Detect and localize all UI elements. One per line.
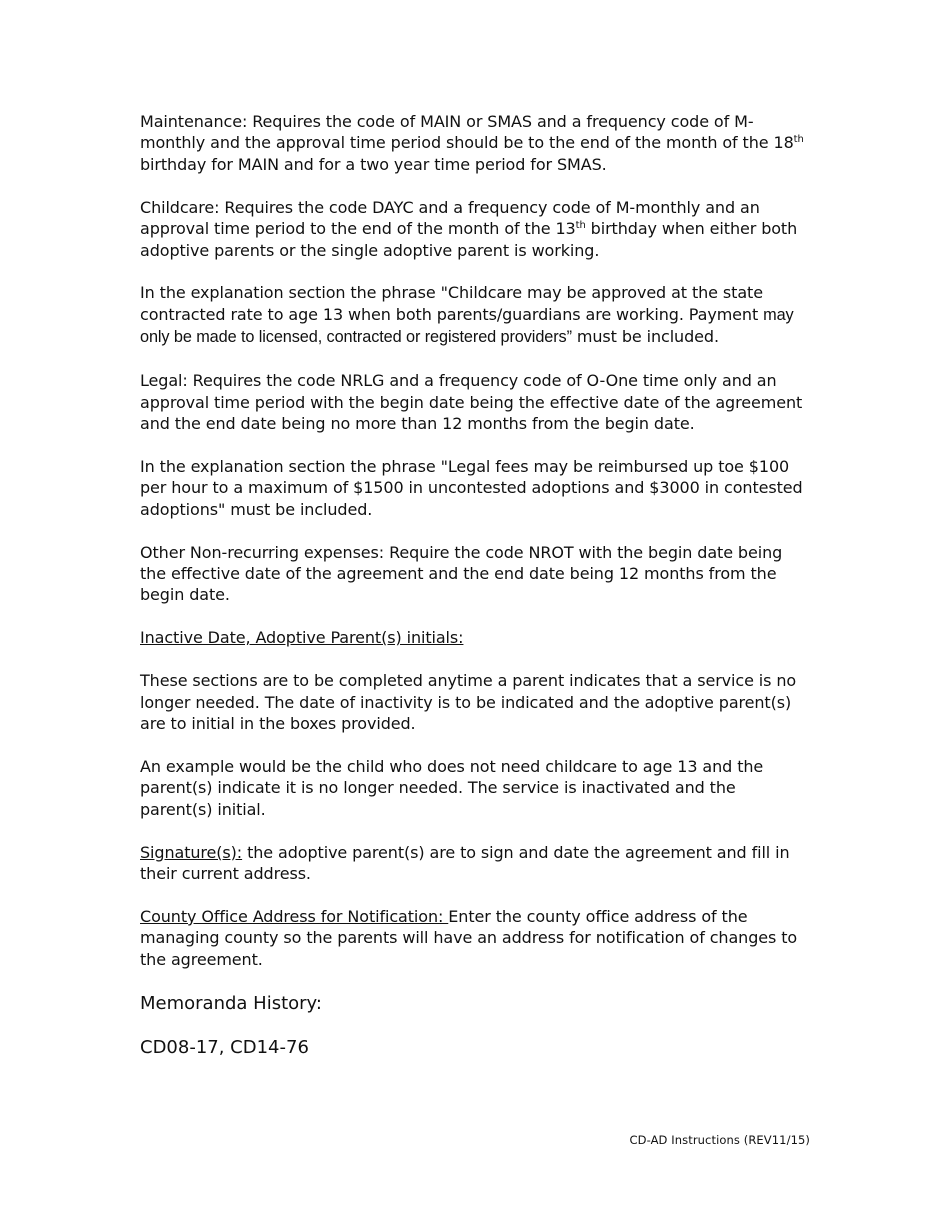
legal-paragraph: Legal: Requires the code NRLG and a frequency code of O-One time only and an approval time period with the begin date being the effective date of the agreement and the end date being no more than 12 months from the begin date.	[140, 371, 803, 433]
inactive-date-paragraph: These sections are to be completed anytime a parent indicates that a service is no longer needed. The date of inactivity is to be indicated and the adoptive parent(s) are to initial in the boxes provided.	[140, 671, 797, 734]
maintenance-text: Maintenance: Requires the code of MAIN or SMAS and a frequency code of M-monthly and the approval time period should be to the end of the month of the 18	[140, 112, 794, 153]
county-office-text: Enter the county office address of the managing county so the parents will have an address for notification of changes to the agreement.	[140, 906, 798, 969]
document-body	[140, 111, 812, 1080]
childcare-paragraph	[140, 197, 812, 261]
legal-explanation-paragraph: In the explanation section the phrase "Legal fees may be reimbursed up toe $100 per hour to a maximum of $1500 in uncontested adoptions and $3000 in contested adoptions" must be included.	[140, 456, 803, 519]
signature-paragraph	[140, 842, 812, 885]
other-nonrecurring-paragraph: Other Non-recurring expenses: Require the code NROT with the begin date being the effective date of the agreement and the end date being 12 months from the begin date.	[140, 542, 783, 605]
maintenance-paragraph	[140, 111, 812, 175]
childcare-explanation-paragraph	[140, 282, 812, 348]
memoranda-history-heading: Memoranda History:	[140, 992, 322, 1014]
ordinal-suffix: th	[575, 220, 586, 232]
county-office-label: County Office Address for Notification:	[140, 906, 449, 926]
inactive-date-heading	[140, 627, 812, 648]
inactive-example-paragraph: An example would be the child who does not need childcare to age 13 and the parent(s) indicate it is no longer needed. The service is inactivated and the parent(s) initial.	[140, 756, 764, 819]
childcare-explanation-end: must be included.	[571, 327, 719, 347]
childcare-explanation-text: In the explanation section the phrase "Childcare may be approved at the state contracted rate to age 13 when both parents/guardians are working. Payment	[140, 283, 764, 324]
signature-text: the adoptive parent(s) are to sign and date the agreement and fill in their current address.	[140, 842, 790, 884]
county-office-paragraph	[140, 906, 812, 970]
page-footer: CD-AD Instructions (REV11/15)	[629, 1133, 810, 1147]
childcare-text: Childcare: Requires the code DAYC and a frequency code of M-monthly and an approval time period to the end of the month of the 13	[140, 197, 760, 239]
childcare-explanation-providers: may only be made to licensed, contracted or registered providers”	[140, 305, 794, 347]
childcare-text-end: birthday when either both adoptive parents or the single adoptive parent is working.	[140, 219, 798, 260]
memoranda-codes: CD08-17, CD14-76	[140, 1036, 309, 1058]
signature-label: Signature(s):	[140, 842, 243, 862]
inactive-date-heading-text: Inactive Date, Adoptive Parent(s) initials:	[140, 628, 464, 648]
maintenance-text-end: birthday for MAIN and for a two year time period for SMAS.	[140, 154, 607, 174]
ordinal-suffix: th	[793, 134, 804, 146]
